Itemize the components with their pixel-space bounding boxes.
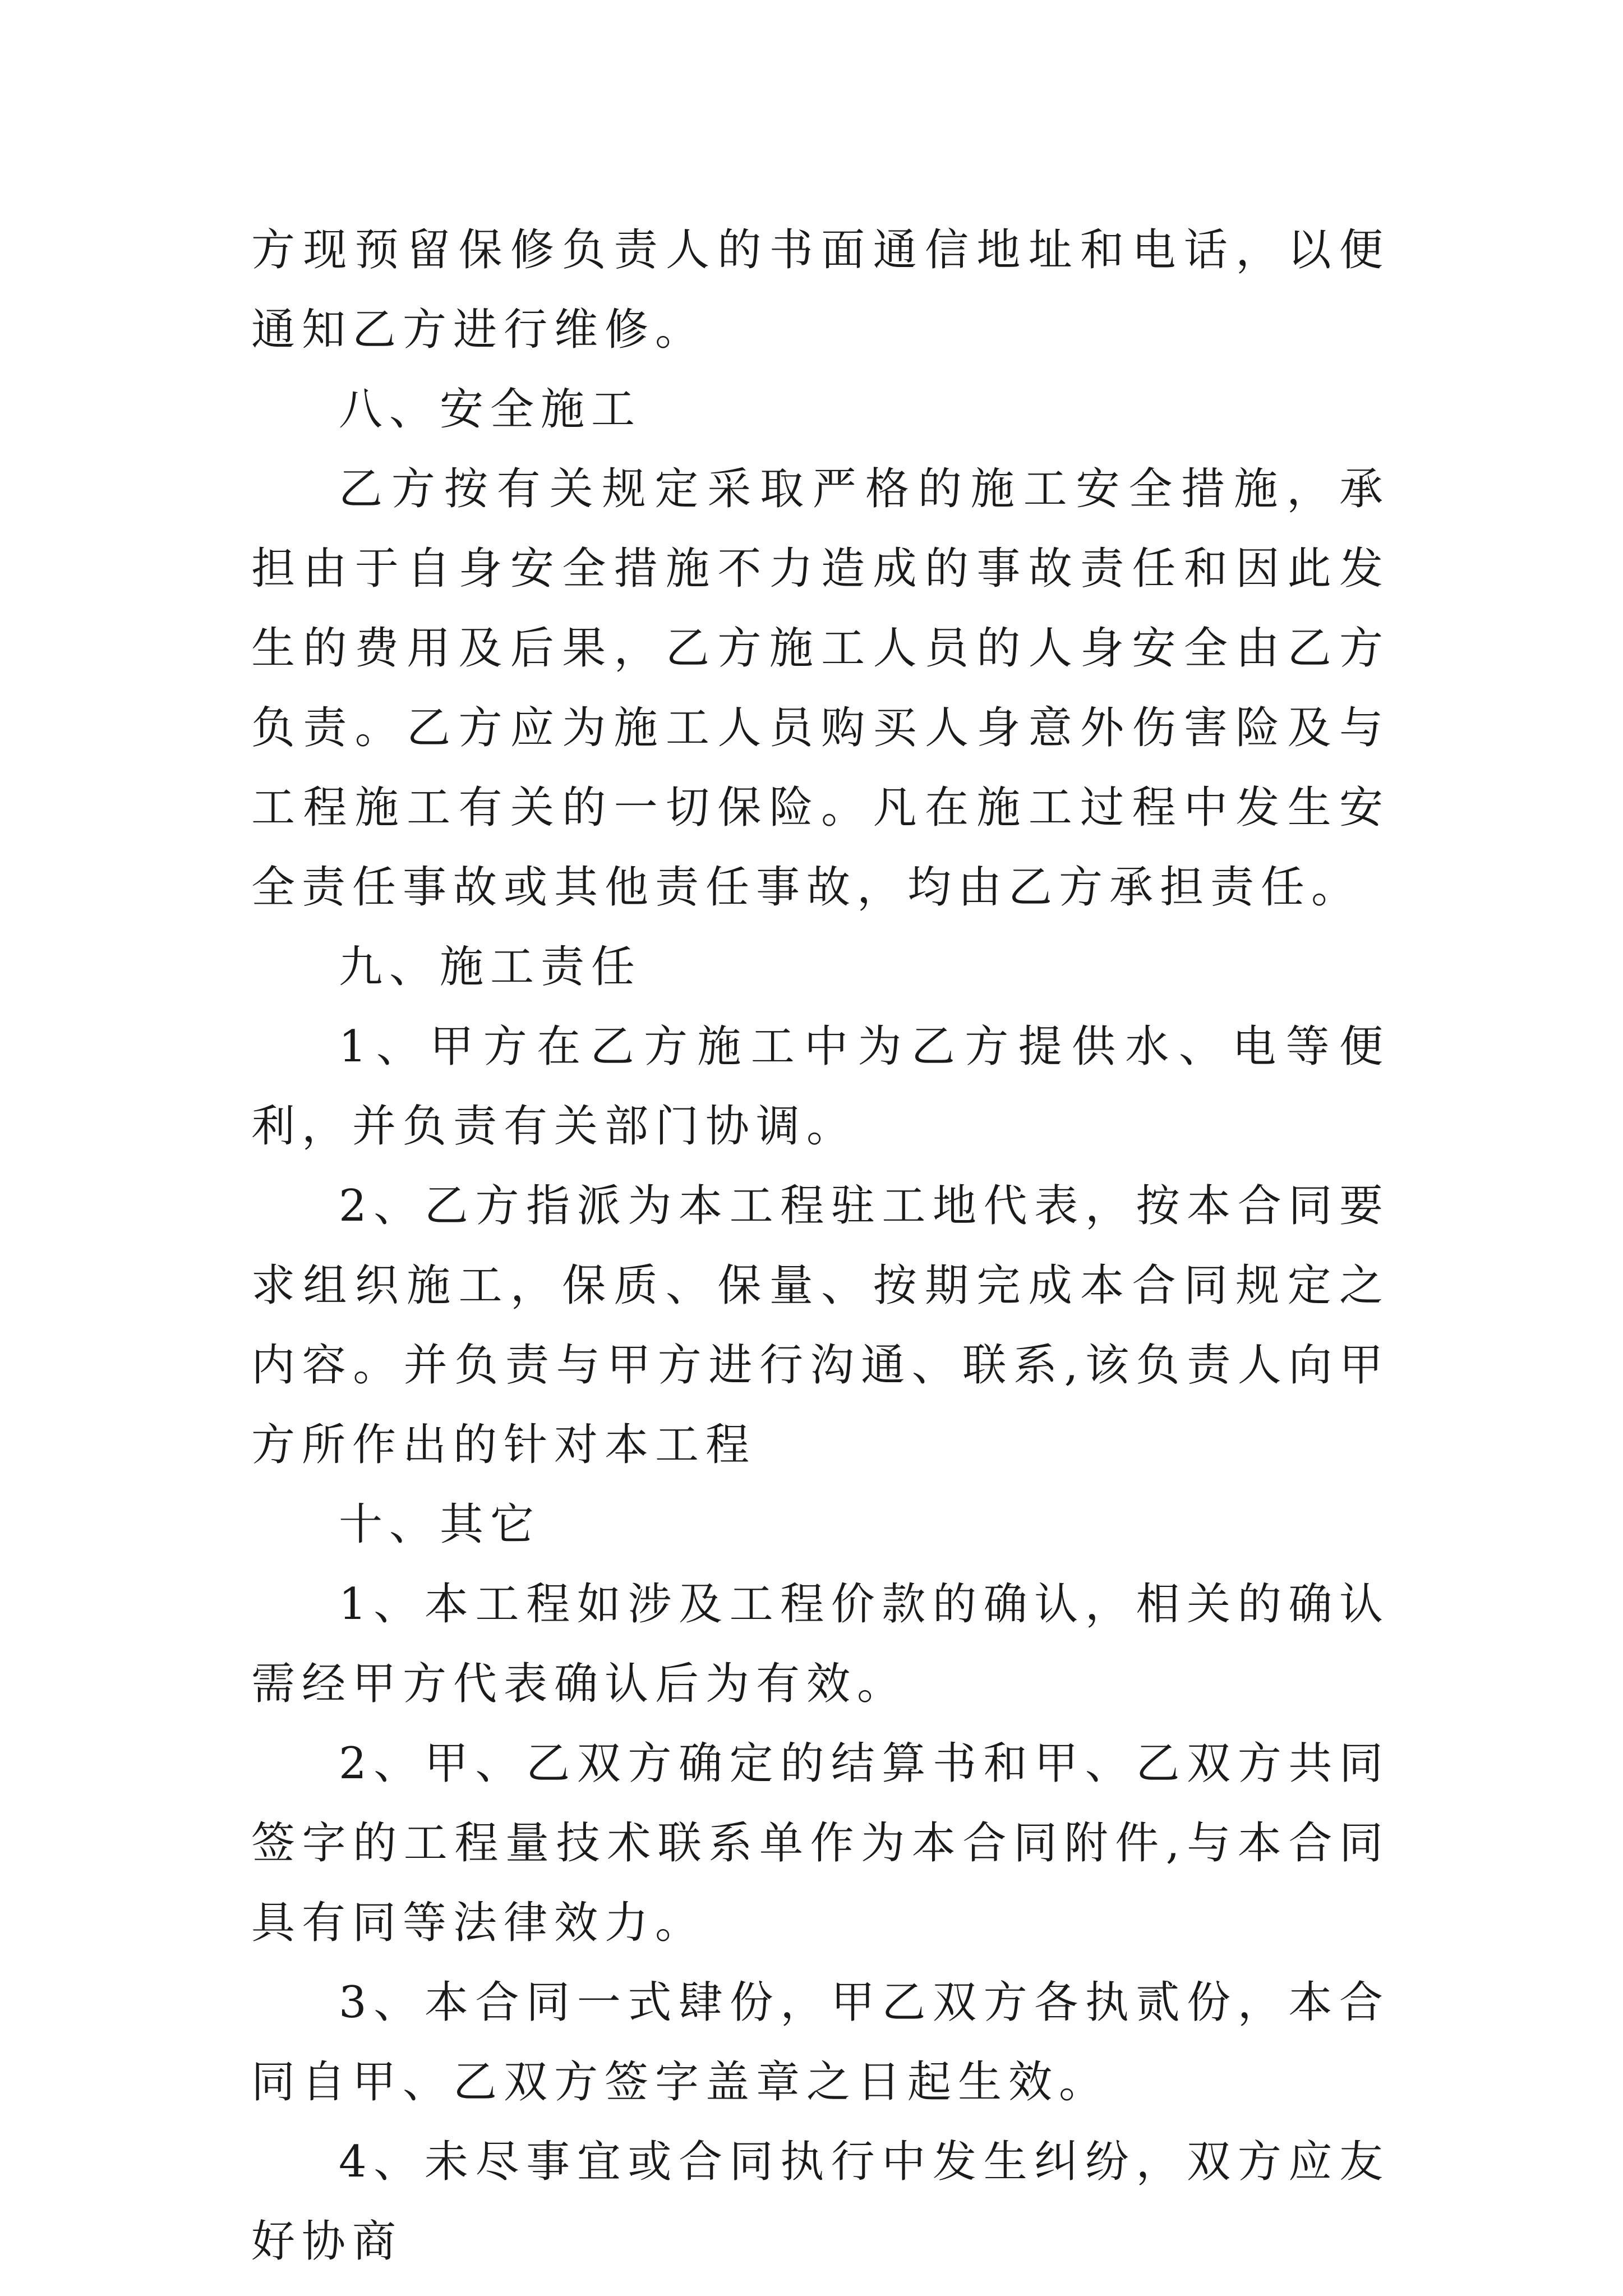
paragraph-other-4: 4、未尽事宜或合同执行中发生纠纷，双方应友好协商: [251, 2137, 1390, 2267]
paragraph-safety: 乙方按有关规定采取严格的施工安全措施，承担由于自身安全措施不力造成的事故责任和因此发生的费用及后果，乙方施工人员的人身安全由乙方负责。乙方应为施工人员购买人身意外伤害险及与工程施工有关的一切保险。凡在施工过程中发生安全责任事故或其他责任事故，均由乙方承担责任。: [251, 464, 1390, 913]
document-body: [251, 210, 1390, 2281]
paragraph-warranty-contact: 方现预留保修负责人的书面通信地址和电话，以便通知乙方进行维修。: [251, 225, 1390, 355]
paragraph-other-1: 1、本工程如涉及工程价款的确认，相关的确认需经甲方代表确认后为有效。: [251, 1579, 1390, 1709]
section-heading-other: 十、其它: [339, 1499, 541, 1550]
paragraph-other-2: 2、甲、乙双方确定的结算书和甲、乙双方共同签字的工程量技术联系单作为本合同附件,与本合同具有同等法律效力。: [251, 1738, 1390, 1948]
section-heading-responsibility: 九、施工责任: [339, 942, 642, 992]
paragraph-responsibility-2: 2、乙方指派为本工程驻工地代表，按本合同要求组织施工，保质、保量、按期完成本合同规定之内容。并负责与甲方进行沟通、联系,该负责人向甲方所作出的针对本工程: [251, 1181, 1390, 1470]
paragraph-responsibility-1: 1、甲方在乙方施工中为乙方提供水、电等便利，并负责有关部门协调。: [251, 1022, 1390, 1152]
paragraph-other-3: 3、本合同一式肆份，甲乙双方各执贰份，本合同自甲、乙双方签字盖章之日起生效。: [251, 1977, 1390, 2108]
section-heading-safety: 八、安全施工: [339, 384, 642, 435]
